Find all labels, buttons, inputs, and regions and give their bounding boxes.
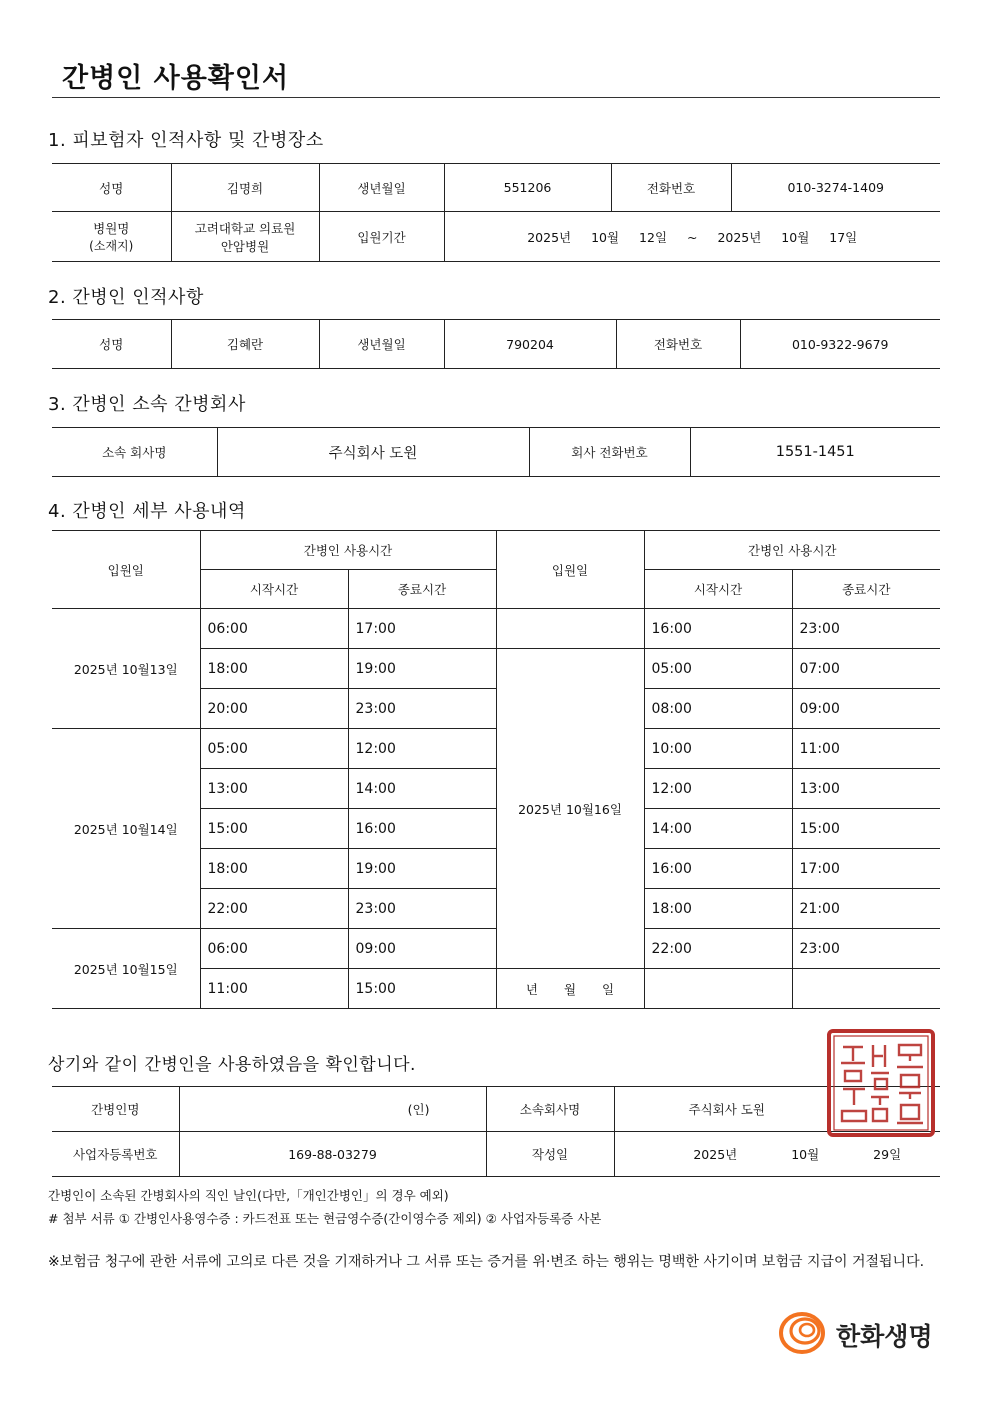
- end-time: 11:00: [792, 729, 940, 769]
- hanwha-logo-text: 한화생명: [836, 1322, 933, 1351]
- company-seal-stamp: [825, 1027, 937, 1139]
- start-time: 15:00: [200, 809, 348, 849]
- write-date: 2025년 10월 29일: [614, 1132, 940, 1177]
- fraud-warning: ※보험금 청구에 관한 서류에 고의로 다른 것을 기재하거나 그 서류 또는 증거를 위·변조 하는 행위는 명백한 사기이며 보험금 지급이 거절됩니다.: [48, 1254, 925, 1270]
- start-time: 08:00: [644, 689, 792, 729]
- col-admission-date-right: 입원일: [496, 531, 644, 609]
- end-time: 17:00: [792, 849, 940, 889]
- end-time: 23:00: [792, 929, 940, 969]
- date-cell: 2025년 10월14일: [52, 729, 200, 929]
- company-name-label: 소속 회사명: [52, 428, 217, 477]
- blank-date-cell: 년 월 일: [496, 969, 644, 1009]
- end-time: 15:00: [792, 809, 940, 849]
- start-time: 18:00: [200, 649, 348, 689]
- hospital-name-line2: 안암병원: [220, 238, 270, 254]
- start-time: 12:00: [644, 769, 792, 809]
- seal-mark: (인): [407, 1102, 430, 1117]
- insured-name: 김명희: [171, 164, 319, 212]
- caregiver-name: 김혜란: [171, 320, 319, 369]
- end-time: 13:00: [792, 769, 940, 809]
- company-info-table: [52, 427, 940, 477]
- col-usage-time-right: 간병인 사용시간: [644, 531, 940, 570]
- period-label: 입원기간: [319, 212, 444, 262]
- hospital-name: [171, 212, 319, 262]
- start-time: 13:00: [200, 769, 348, 809]
- company-name: 주식회사 도원: [217, 428, 529, 477]
- caregiver-info-table: [52, 319, 940, 369]
- section4-heading: 4. 간병인 세부 사용내역: [48, 501, 246, 522]
- bizno-label: 사업자등록번호: [52, 1132, 179, 1177]
- insured-name-label: 성명: [52, 164, 171, 212]
- end-time: 16:00: [348, 809, 496, 849]
- start-time: 10:00: [644, 729, 792, 769]
- start-time: 06:00: [200, 609, 348, 649]
- company-phone: 1551-1451: [690, 428, 940, 477]
- section1-heading: 1. 피보험자 인적사항 및 간병장소: [48, 130, 324, 151]
- end-time: 23:00: [792, 609, 940, 649]
- start-time: 16:00: [644, 849, 792, 889]
- page-title: 간병인 사용확인서: [62, 63, 290, 94]
- end-time: 19:00: [348, 649, 496, 689]
- col-end-left: 종료시간: [348, 570, 496, 609]
- confirm-table: [52, 1086, 940, 1177]
- caregiver-sign: [179, 1087, 486, 1132]
- end-time: 12:00: [348, 729, 496, 769]
- insured-birth-label: 생년월일: [319, 164, 444, 212]
- hospital-label-main: 병원명: [93, 221, 130, 236]
- date-cell: 2025년 10월13일: [52, 609, 200, 729]
- col-start-right: 시작시간: [644, 570, 792, 609]
- seal-note: 간병인이 소속된 간병회사의 직인 날인(다만,「개인간병인」의 경우 예외): [48, 1188, 449, 1203]
- start-time: 22:00: [200, 889, 348, 929]
- hospital-name-line1: 고려대학교 의료원: [194, 220, 296, 236]
- col-admission-date-left: 입원일: [52, 531, 200, 609]
- insured-birth: 551206: [444, 164, 611, 212]
- end-time: 21:00: [792, 889, 940, 929]
- caregiver-birth: 790204: [444, 320, 616, 369]
- end-time: 19:00: [348, 849, 496, 889]
- start-time: 11:00: [200, 969, 348, 1009]
- usage-detail-table: [52, 530, 940, 1009]
- company-sign: 주식회사 도원: [614, 1087, 940, 1132]
- start-time: 16:00: [644, 609, 792, 649]
- insured-phone-label: 전화번호: [611, 164, 731, 212]
- end-time: 14:00: [348, 769, 496, 809]
- start-time: 18:00: [200, 849, 348, 889]
- end-time: 23:00: [348, 689, 496, 729]
- caregiver-phone: 010-9322-9679: [740, 320, 940, 369]
- end-time: 15:00: [348, 969, 496, 1009]
- start-time: 22:00: [644, 929, 792, 969]
- end-time: 07:00: [792, 649, 940, 689]
- empty-date-cell: [496, 609, 644, 649]
- insured-info-table: [52, 163, 940, 262]
- caregiver-sign-label: 간병인명: [52, 1087, 179, 1132]
- caregiver-birth-label: 생년월일: [319, 320, 444, 369]
- start-time: 06:00: [200, 929, 348, 969]
- caregiver-name-label: 성명: [52, 320, 171, 369]
- attachment-note: # 첨부 서류 ① 간병인사용영수증 : 카드전표 또는 현금영수증(간이영수증 제외) ② 사업자등록증 사본: [48, 1211, 602, 1226]
- date-label: 작성일: [486, 1132, 614, 1177]
- end-time: [792, 969, 940, 1009]
- section3-heading: 3. 간병인 소속 간병회사: [48, 394, 246, 415]
- end-time: 17:00: [348, 609, 496, 649]
- date-cell: 2025년 10월15일: [52, 929, 200, 1009]
- start-time: 20:00: [200, 689, 348, 729]
- col-end-right: 종료시간: [792, 570, 940, 609]
- section2-heading: 2. 간병인 인적사항: [48, 287, 204, 308]
- caregiver-phone-label: 전화번호: [616, 320, 740, 369]
- end-time: 23:00: [348, 889, 496, 929]
- title-divider: [52, 97, 940, 98]
- company-phone-label: 회사 전화번호: [529, 428, 690, 477]
- hospital-label: [52, 212, 171, 262]
- insured-phone: 010-3274-1409: [731, 164, 940, 212]
- start-time: 14:00: [644, 809, 792, 849]
- hospital-label-sub: (소재지): [89, 239, 134, 253]
- admission-period: 2025년 10월 12일 ~ 2025년 10월 17일: [444, 212, 940, 262]
- col-start-left: 시작시간: [200, 570, 348, 609]
- start-time: 05:00: [200, 729, 348, 769]
- start-time: 18:00: [644, 889, 792, 929]
- end-time: 09:00: [348, 929, 496, 969]
- end-time: 09:00: [792, 689, 940, 729]
- start-time: [644, 969, 792, 1009]
- bizno: 169-88-03279: [179, 1132, 486, 1177]
- start-time: 05:00: [644, 649, 792, 689]
- company-sign-label: 소속회사명: [486, 1087, 614, 1132]
- hanwha-logo-icon: [778, 1309, 830, 1355]
- col-usage-time-left: 간병인 사용시간: [200, 531, 496, 570]
- confirm-statement: 상기와 같이 간병인을 사용하였음을 확인합니다.: [48, 1055, 416, 1075]
- date-cell: 2025년 10월16일: [496, 649, 644, 969]
